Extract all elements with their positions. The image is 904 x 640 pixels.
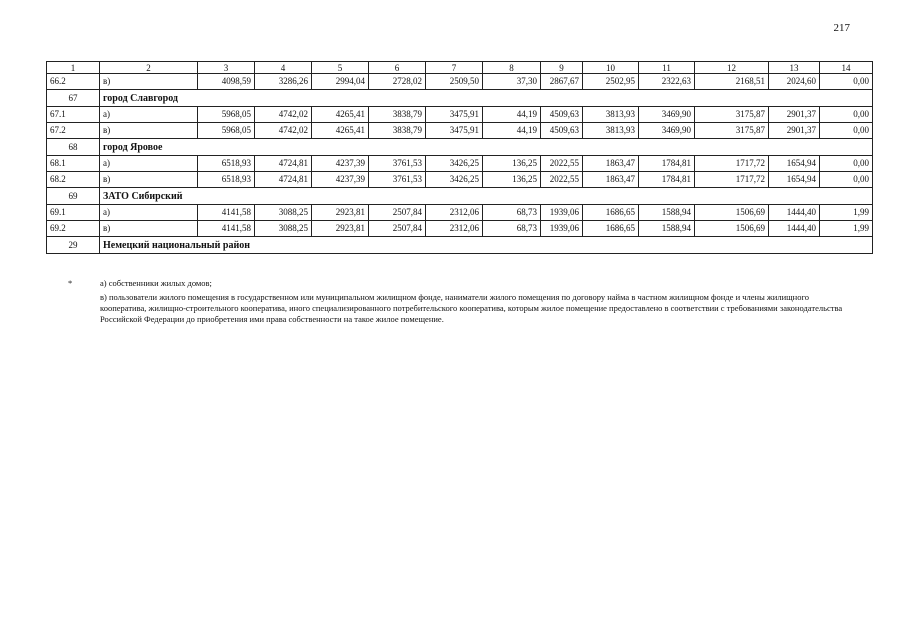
value-cell: 4265,41 [312, 123, 369, 139]
value-cell: 2312,06 [426, 221, 483, 237]
value-cell: 0,00 [820, 74, 873, 90]
section-name: город Яровое [100, 139, 873, 156]
value-cell: 3813,93 [583, 123, 639, 139]
value-cell: 2901,37 [769, 107, 820, 123]
value-cell: 3426,25 [426, 172, 483, 188]
section-code: 68 [47, 139, 100, 156]
column-number-header: 6 [369, 62, 426, 74]
owner-category: в) [100, 123, 198, 139]
value-cell: 1863,47 [583, 156, 639, 172]
value-cell: 4237,39 [312, 156, 369, 172]
value-cell: 0,00 [820, 123, 873, 139]
value-cell: 2022,55 [541, 172, 583, 188]
value-cell: 3475,91 [426, 123, 483, 139]
value-cell: 4141,58 [198, 221, 255, 237]
value-cell: 3838,79 [369, 107, 426, 123]
value-cell: 4098,59 [198, 74, 255, 90]
value-cell: 2923,81 [312, 221, 369, 237]
column-number-header: 8 [483, 62, 541, 74]
section-name: город Славгород [100, 90, 873, 107]
value-cell: 3475,91 [426, 107, 483, 123]
value-cell: 3175,87 [695, 107, 769, 123]
section-code: 29 [47, 237, 100, 254]
row-code: 69.2 [47, 221, 100, 237]
value-cell: 4509,63 [541, 107, 583, 123]
column-number-header: 11 [639, 62, 695, 74]
value-cell: 4724,81 [255, 172, 312, 188]
value-cell: 136,25 [483, 172, 541, 188]
value-cell: 2507,84 [369, 205, 426, 221]
value-cell: 44,19 [483, 107, 541, 123]
value-cell: 0,00 [820, 172, 873, 188]
column-number-header: 9 [541, 62, 583, 74]
value-cell: 2168,51 [695, 74, 769, 90]
value-cell: 3761,53 [369, 156, 426, 172]
value-cell: 1588,94 [639, 205, 695, 221]
section-row [47, 237, 873, 254]
footnote-mark: * [68, 278, 73, 288]
table-row [47, 74, 873, 90]
value-cell: 2728,02 [369, 74, 426, 90]
value-cell: 1506,69 [695, 221, 769, 237]
value-cell: 68,73 [483, 205, 541, 221]
column-number-header: 4 [255, 62, 312, 74]
value-cell: 0,00 [820, 107, 873, 123]
value-cell: 1686,65 [583, 205, 639, 221]
table-row [47, 107, 873, 123]
value-cell: 68,73 [483, 221, 541, 237]
value-cell: 2024,60 [769, 74, 820, 90]
value-cell: 44,19 [483, 123, 541, 139]
value-cell: 0,00 [820, 156, 873, 172]
column-number-header: 5 [312, 62, 369, 74]
value-cell: 1939,06 [541, 205, 583, 221]
tariff-table [46, 61, 873, 254]
footnote-line-a: а) собственники жилых домов; [100, 278, 212, 288]
value-cell: 1784,81 [639, 172, 695, 188]
row-code: 67.1 [47, 107, 100, 123]
value-cell: 4742,02 [255, 123, 312, 139]
value-cell: 6518,93 [198, 172, 255, 188]
value-cell: 2923,81 [312, 205, 369, 221]
owner-category: в) [100, 74, 198, 90]
row-code: 66.2 [47, 74, 100, 90]
value-cell: 5968,05 [198, 123, 255, 139]
value-cell: 2994,04 [312, 74, 369, 90]
column-number-header: 3 [198, 62, 255, 74]
value-cell: 4742,02 [255, 107, 312, 123]
value-cell: 1686,65 [583, 221, 639, 237]
table-row [47, 123, 873, 139]
owner-category: а) [100, 205, 198, 221]
column-number-header: 12 [695, 62, 769, 74]
value-cell: 1784,81 [639, 156, 695, 172]
value-cell: 4509,63 [541, 123, 583, 139]
value-cell: 4141,58 [198, 205, 255, 221]
section-code: 67 [47, 90, 100, 107]
value-cell: 1939,06 [541, 221, 583, 237]
value-cell: 3469,90 [639, 123, 695, 139]
value-cell: 1,99 [820, 205, 873, 221]
column-number-header: 2 [100, 62, 198, 74]
value-cell: 1863,47 [583, 172, 639, 188]
value-cell: 2867,67 [541, 74, 583, 90]
column-number-header: 13 [769, 62, 820, 74]
owner-category: а) [100, 156, 198, 172]
value-cell: 1654,94 [769, 156, 820, 172]
value-cell: 5968,05 [198, 107, 255, 123]
value-cell: 4724,81 [255, 156, 312, 172]
value-cell: 1654,94 [769, 172, 820, 188]
value-cell: 2507,84 [369, 221, 426, 237]
owner-category: в) [100, 172, 198, 188]
footnote [60, 278, 850, 328]
page-number: 217 [833, 22, 850, 34]
value-cell: 2322,63 [639, 74, 695, 90]
section-row [47, 90, 873, 107]
value-cell: 2312,06 [426, 205, 483, 221]
row-code: 68.1 [47, 156, 100, 172]
value-cell: 1717,72 [695, 156, 769, 172]
column-number-header: 1 [47, 62, 100, 74]
table-body [47, 62, 873, 254]
table-row [47, 205, 873, 221]
value-cell: 2502,95 [583, 74, 639, 90]
value-cell: 3286,26 [255, 74, 312, 90]
section-name: ЗАТО Сибирский [100, 188, 873, 205]
value-cell: 3469,90 [639, 107, 695, 123]
footnote-line-b: в) пользователи жилого помещения в государственном или муниципальном жилищном фонде, наниматели жилого помещения по договору найма в частном жилищном фонде и члены жилищного кооператива, жилищно-строительного кооператива, иного специализированного потребительского кооператива, которым жилое помещение предоставлено в соответствии с требованиями законодательства Российской Федерации до приобретения ими права собственности на такое жилое помещение. [100, 292, 843, 324]
value-cell: 1506,69 [695, 205, 769, 221]
section-name: Немецкий национальный район [100, 237, 873, 254]
value-cell: 3761,53 [369, 172, 426, 188]
value-cell: 3813,93 [583, 107, 639, 123]
section-code: 69 [47, 188, 100, 205]
value-cell: 1444,40 [769, 221, 820, 237]
table-row [47, 221, 873, 237]
value-cell: 6518,93 [198, 156, 255, 172]
section-row [47, 139, 873, 156]
column-number-header: 7 [426, 62, 483, 74]
table-header-row [47, 62, 873, 74]
table-row [47, 156, 873, 172]
value-cell: 3838,79 [369, 123, 426, 139]
value-cell: 37,30 [483, 74, 541, 90]
footnote-body [100, 278, 850, 325]
column-number-header: 14 [820, 62, 873, 74]
value-cell: 4237,39 [312, 172, 369, 188]
row-code: 67.2 [47, 123, 100, 139]
value-cell: 3426,25 [426, 156, 483, 172]
section-row [47, 188, 873, 205]
value-cell: 1717,72 [695, 172, 769, 188]
owner-category: в) [100, 221, 198, 237]
value-cell: 2022,55 [541, 156, 583, 172]
value-cell: 3088,25 [255, 221, 312, 237]
value-cell: 3088,25 [255, 205, 312, 221]
table-row [47, 172, 873, 188]
value-cell: 136,25 [483, 156, 541, 172]
row-code: 69.1 [47, 205, 100, 221]
value-cell: 1588,94 [639, 221, 695, 237]
value-cell: 2901,37 [769, 123, 820, 139]
column-number-header: 10 [583, 62, 639, 74]
value-cell: 4265,41 [312, 107, 369, 123]
owner-category: а) [100, 107, 198, 123]
value-cell: 3175,87 [695, 123, 769, 139]
value-cell: 1444,40 [769, 205, 820, 221]
row-code: 68.2 [47, 172, 100, 188]
value-cell: 2509,50 [426, 74, 483, 90]
value-cell: 1,99 [820, 221, 873, 237]
